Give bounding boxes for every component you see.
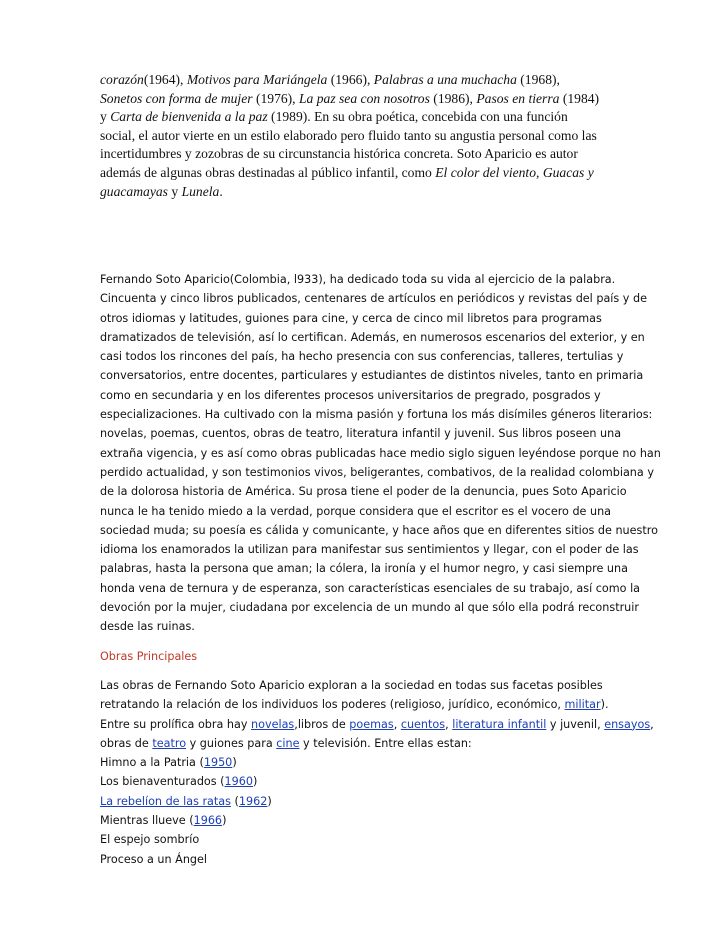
text: ( <box>185 814 194 828</box>
bio-line: novelas, poemas, cuentos, obras de teatro, literatura infantil y juvenil. Sus libros poseen una <box>100 427 622 441</box>
title-italic: Motivos para Mariángela <box>186 72 328 87</box>
link-year-1950[interactable]: 1950 <box>203 756 233 770</box>
text: (1984) <box>559 90 600 106</box>
text: (1989). En su obra poética, concebida con una función <box>267 109 568 125</box>
text: ) <box>253 775 258 789</box>
intro-line: social, el autor vierte en un estilo elaborado pero fluido tanto su angustia personal como las <box>100 127 597 143</box>
title-italic: Lunela <box>181 183 220 199</box>
obras-paragraph <box>100 676 654 869</box>
bio-line: dramatizados de televisión, así lo certifican. Además, en numerosos escenarios del exterior, y en <box>100 330 645 344</box>
text: (1986), <box>429 90 477 106</box>
link-poemas[interactable]: poemas <box>349 717 394 731</box>
text: ( <box>231 794 239 808</box>
text: ). <box>600 698 609 712</box>
link-militar[interactable]: militar <box>564 698 601 712</box>
text: ) <box>232 756 237 770</box>
obras-line <box>100 734 640 753</box>
bio-paragraph <box>100 270 661 637</box>
bio-line: nunca le ha tenido miedo a la verdad, porque considera que el escritor es el vocero de una <box>100 504 612 518</box>
work-title: Mientras llueve <box>100 814 186 828</box>
bio-line: honda vena de ternura y de esperanza, son características esenciales de su trabajo, así como la <box>100 581 641 595</box>
text: retratando la relación de los individuos los poderes (religioso, jurídico, económico, <box>100 698 565 712</box>
bio-line: extraña vigencia, y es así como obras publicadas hace medio siglo siguen leyéndose porque no han <box>100 446 661 460</box>
text: . <box>219 183 223 199</box>
work-item: El espejo sombrío <box>100 833 200 847</box>
intro-paragraph <box>100 71 640 201</box>
text: y televisión. Entre ellas estan: <box>299 736 472 750</box>
link-la-rebelion-de-las-ratas[interactable]: La rebelíon de las ratas <box>100 794 231 808</box>
text: ) <box>267 794 272 808</box>
text: ) <box>222 814 227 828</box>
bio-line: Cincuenta y cinco libros publicados, centenares de artículos en periódicos y revistas del país y de <box>100 292 647 306</box>
title-italic: Guacas y <box>542 164 594 180</box>
link-year-1962[interactable]: 1962 <box>238 794 268 808</box>
work-title: Los bienaventurados <box>100 775 217 789</box>
title-italic: guacamayas <box>100 183 168 199</box>
text: (1968), <box>516 72 560 87</box>
link-cine[interactable]: cine <box>276 736 300 750</box>
bio-line: conversatorios, entre docentes, particulares y estudiantes de distintos niveles, tanto en primaria <box>100 369 644 383</box>
bio-line: idioma los enamorados la utilizan para manifestar sus sentimientos y llegar, con el poder de las <box>100 543 639 557</box>
bio-section <box>100 270 661 869</box>
intro-line <box>100 71 640 90</box>
bio-line: como en secundaria y en los diferentes procesos universitarios de pregrado, posgrados y <box>100 388 601 402</box>
link-novelas[interactable]: novelas <box>251 717 295 731</box>
title-italic: Pasos en tierra <box>476 90 560 106</box>
title-italic: corazón <box>100 72 144 87</box>
link-cuentos[interactable]: cuentos <box>400 717 446 731</box>
obras-line <box>100 695 640 714</box>
intro-line: incertidumbres y zozobras de su circunstancia histórica concreta. Soto Aparicio es autor <box>100 146 578 162</box>
text: (1976), <box>252 90 299 106</box>
text: y <box>167 183 182 199</box>
link-teatro[interactable]: teatro <box>152 736 187 750</box>
text: obras de <box>100 736 153 750</box>
title-italic: El color del viento <box>435 164 537 180</box>
title-italic: La paz sea con nosotros <box>298 90 430 106</box>
work-item: Proceso a un Ángel <box>100 852 207 866</box>
title-italic: Sonetos con forma de mujer <box>100 90 253 106</box>
obras-line: Las obras de Fernando Soto Aparicio exploran a la sociedad en todas sus facetas posibles <box>100 678 603 692</box>
bio-line: Fernando Soto Aparicio(Colombia, l933), ha dedicado toda su vida al ejercicio de la palabra. <box>100 273 616 286</box>
work-item <box>100 792 640 811</box>
intro-line <box>100 108 640 127</box>
work-item <box>100 811 640 830</box>
text: y guiones para <box>186 736 277 750</box>
text: (1966), <box>327 72 374 87</box>
work-item <box>100 753 640 772</box>
obras-line <box>100 715 654 734</box>
bio-line: especializaciones. Ha cultivado con la misma pasión y fortuna los más disímiles géneros literarios: <box>100 408 653 422</box>
intro-line <box>100 90 640 109</box>
link-year-1960[interactable]: 1960 <box>224 775 254 789</box>
link-literatura-infantil[interactable]: literatura infantil <box>452 717 547 731</box>
bio-line: desde las ruinas. <box>100 620 195 634</box>
text: , <box>393 717 401 731</box>
bio-line: de la dolorosa historia de América. Su prosa tiene el poder de la denuncia, pues Soto Aparicio <box>100 485 627 499</box>
bio-line: devoción por la mujer, ciudadana por excelencia de un mundo al que sólo ella podrá reconstruir <box>100 601 639 615</box>
text: , <box>650 717 654 731</box>
bio-line: casi todos los rincones del país, ha hecho presencia con sus conferencias, talleres, tertulias y <box>100 350 624 364</box>
text: y <box>100 109 111 125</box>
intro-line <box>100 164 640 183</box>
text: ( <box>195 756 204 770</box>
work-item <box>100 772 640 791</box>
text: además de algunas obras destinadas al público infantil, como <box>100 164 436 180</box>
text: (1964), <box>143 72 187 87</box>
text: y juvenil, <box>546 717 605 731</box>
text: Entre su prolífica obra hay <box>100 717 252 731</box>
text: ( <box>216 775 225 789</box>
bio-line: perdido actualidad, y son testimonios vivos, beligerantes, combativos, de la realidad colombiana y <box>100 465 654 479</box>
bio-line: otros idiomas y latitudes, guiones para cine, y cerca de cinco mil libretos para programas <box>100 311 602 325</box>
link-ensayos[interactable]: ensayos <box>604 717 651 731</box>
bio-line: palabras, hasta la persona que aman; la cólera, la ironía y el humor negro, y casi siempre una <box>100 562 628 576</box>
work-title: Himno a la Patria <box>100 756 196 770</box>
title-italic: Palabras a una muchacha <box>373 72 517 87</box>
text: ,libros de <box>294 717 350 731</box>
title-italic: Carta de bienvenida a la paz <box>110 109 268 125</box>
bio-line: sociedad muda; su poesía es cálida y comunicante, y hace años que en diferentes sitios de nuestro <box>100 523 658 537</box>
link-year-1966[interactable]: 1966 <box>193 814 223 828</box>
section-heading: Obras Principales <box>100 649 198 663</box>
text: , <box>445 717 453 731</box>
intro-line <box>100 183 640 202</box>
text: , <box>536 164 543 180</box>
